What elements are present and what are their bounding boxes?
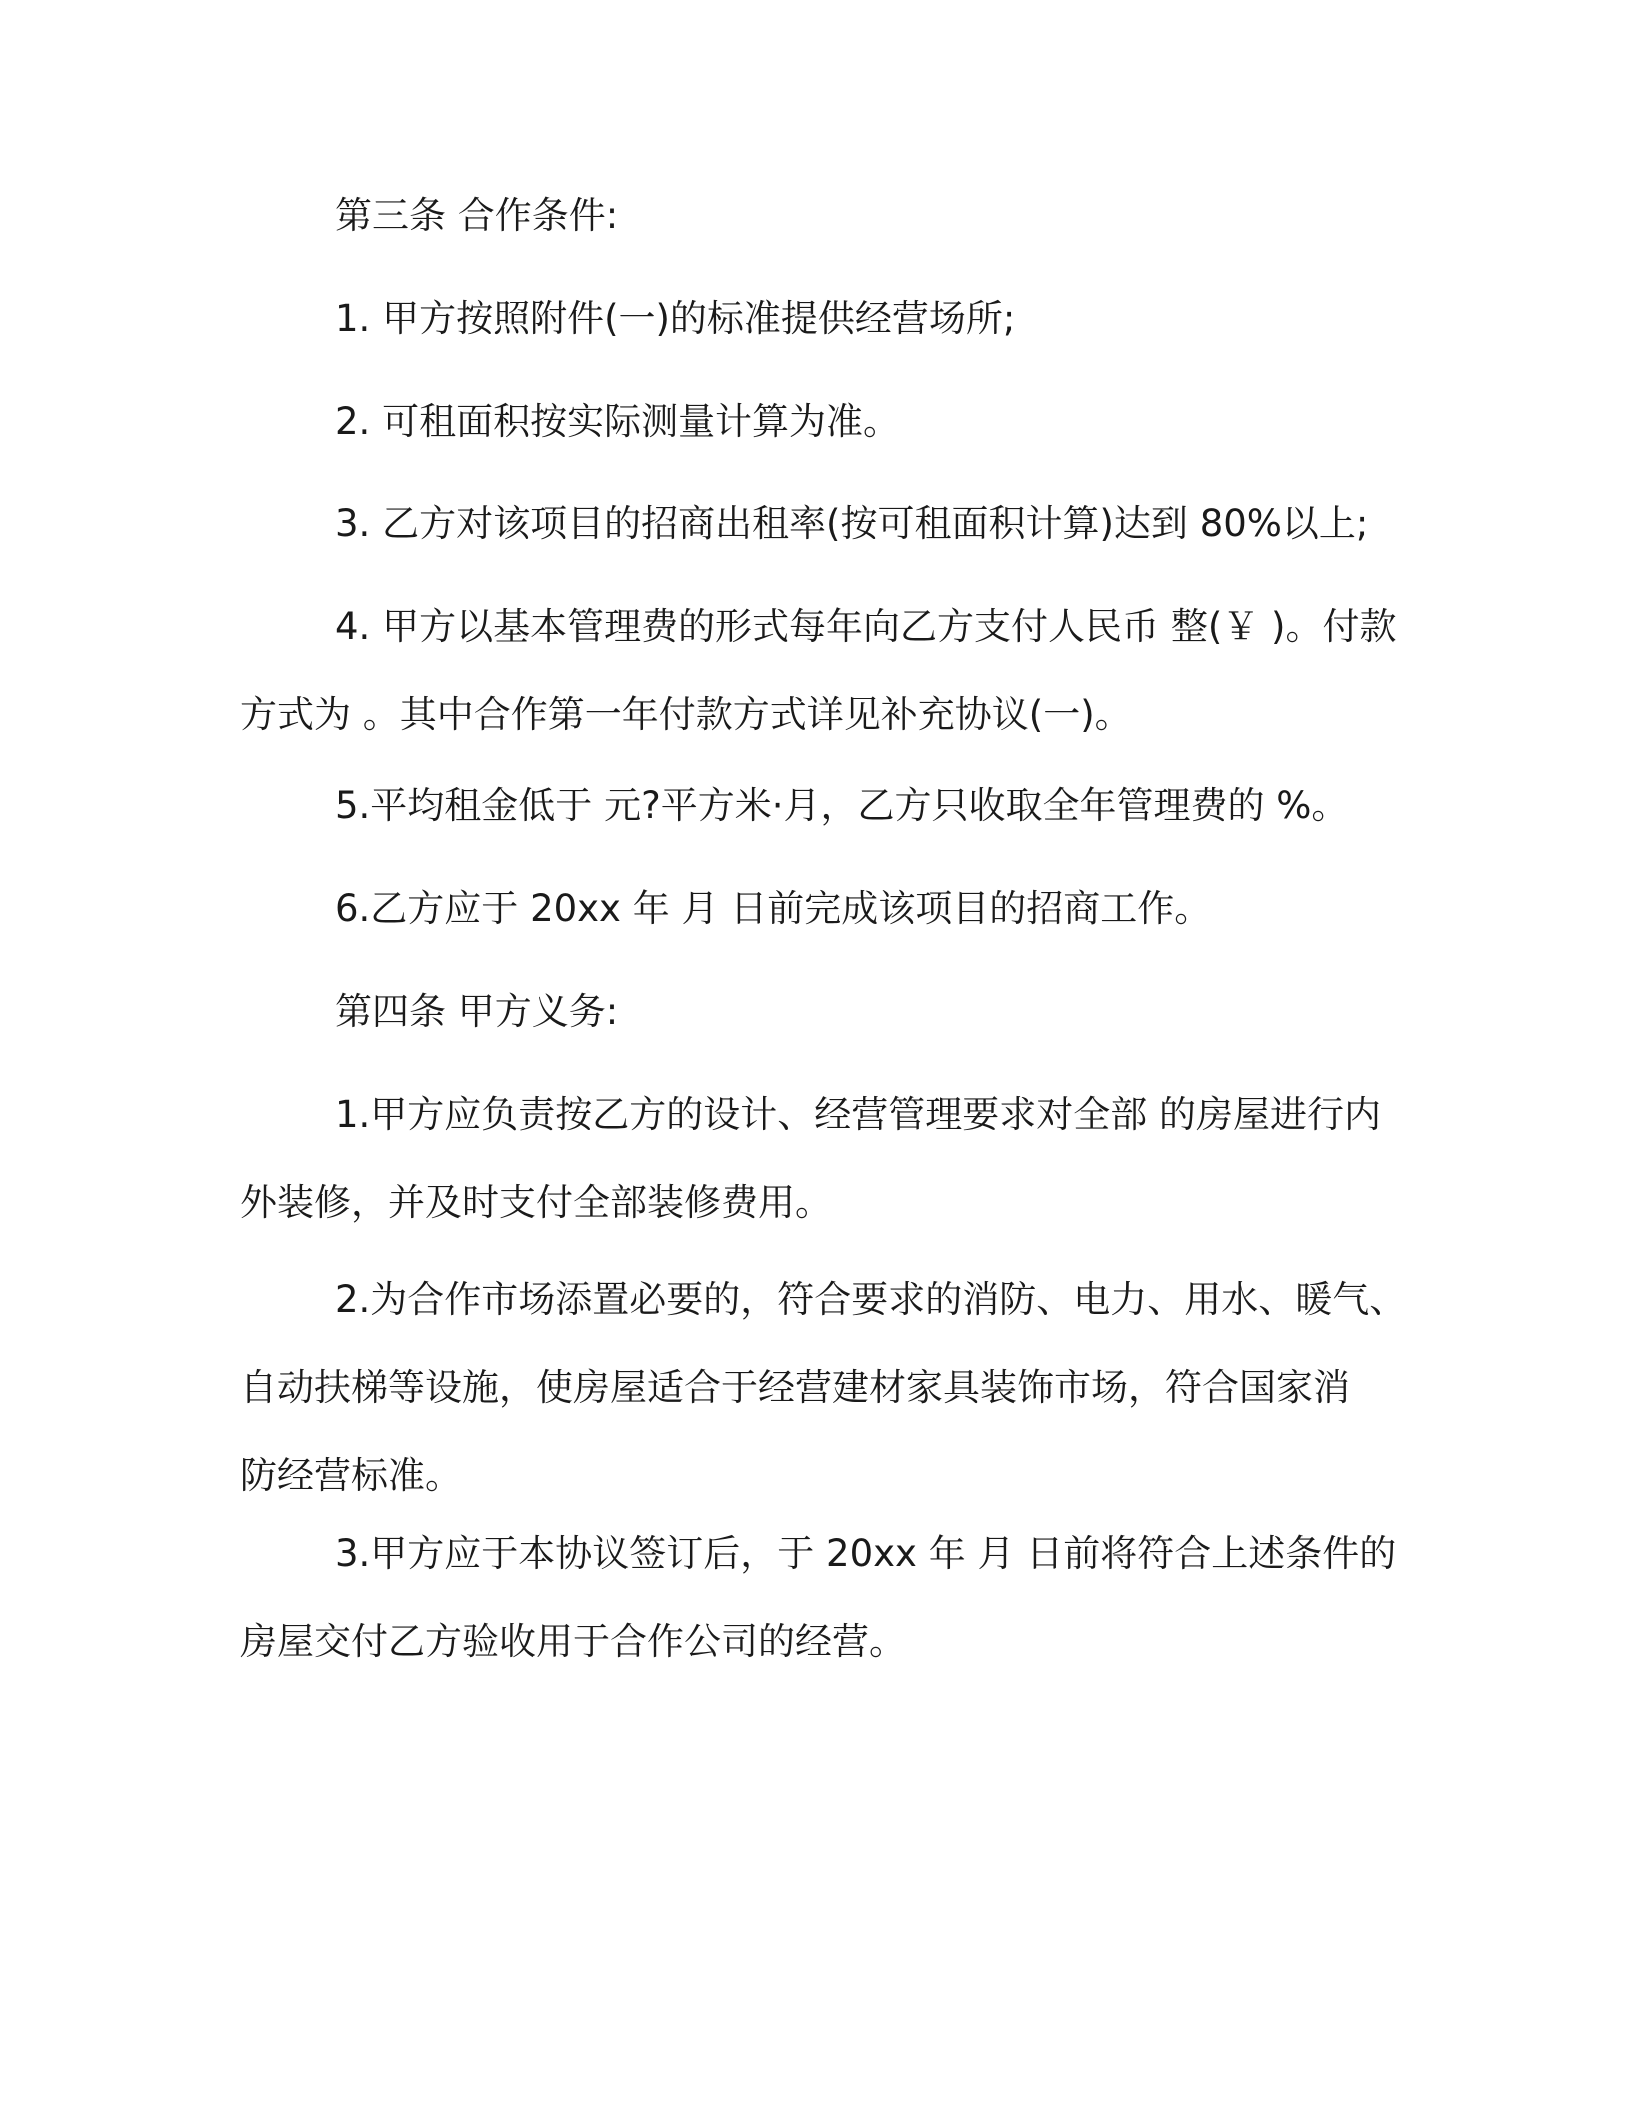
- paragraph-line: 2.为合作市场添置必要的，符合要求的消防、电力、用水、暖气、: [335, 1278, 1407, 1321]
- paragraph-line: 第三条 合作条件:: [335, 194, 619, 237]
- paragraph-line: 5.平均租金低于 元?平方米·月，乙方只收取全年管理费的 %。: [335, 784, 1349, 827]
- paragraph-line: 第四条 甲方义务:: [335, 990, 619, 1033]
- paragraph-line: 3. 乙方对该项目的招商出租率(按可租面积计算)达到 80%以上;: [335, 502, 1369, 545]
- article-4-item-1: [240, 1071, 1440, 1247]
- paragraph-line: 4. 甲方以基本管理费的形式每年向乙方支付人民币 整(￥ )。付款: [335, 605, 1397, 648]
- paragraph-line: 方式为 。其中合作第一年付款方式详见补充协议(一)。: [240, 693, 1132, 736]
- paragraph-line: 3.甲方应于本协议签订后，于 20xx 年 月 日前将符合上述条件的: [335, 1532, 1397, 1575]
- paragraph-line: 1. 甲方按照附件(一)的标准提供经营场所;: [335, 297, 1016, 340]
- paragraph-line: 自动扶梯等设施，使房屋适合于经营建材家具装饰市场，符合国家消: [240, 1366, 1350, 1409]
- paragraph-line: 2. 可租面积按实际测量计算为准。: [335, 400, 901, 443]
- article-3-item-6: [240, 865, 1440, 953]
- article-3-item-5: [240, 762, 1440, 850]
- article-3-heading: [240, 172, 1440, 260]
- article-4-heading: [240, 968, 1440, 1056]
- article-4-item-2: [240, 1256, 1440, 1520]
- paragraph-line: 房屋交付乙方验收用于合作公司的经营。: [240, 1620, 906, 1663]
- article-3-item-1: [240, 275, 1440, 363]
- paragraph-line: 6.乙方应于 20xx 年 月 日前完成该项目的招商工作。: [335, 887, 1212, 930]
- paragraph-line: 1.甲方应负责按乙方的设计、经营管理要求对全部 的房屋进行内: [335, 1093, 1382, 1136]
- paragraph-line: 外装修，并及时支付全部装修费用。: [240, 1181, 832, 1224]
- article-4-item-3: [240, 1510, 1440, 1686]
- article-3-item-4: [240, 583, 1440, 759]
- article-3-item-2: [240, 378, 1440, 466]
- paragraph-line: 防经营标准。: [240, 1454, 462, 1497]
- article-3-item-3: [240, 480, 1440, 568]
